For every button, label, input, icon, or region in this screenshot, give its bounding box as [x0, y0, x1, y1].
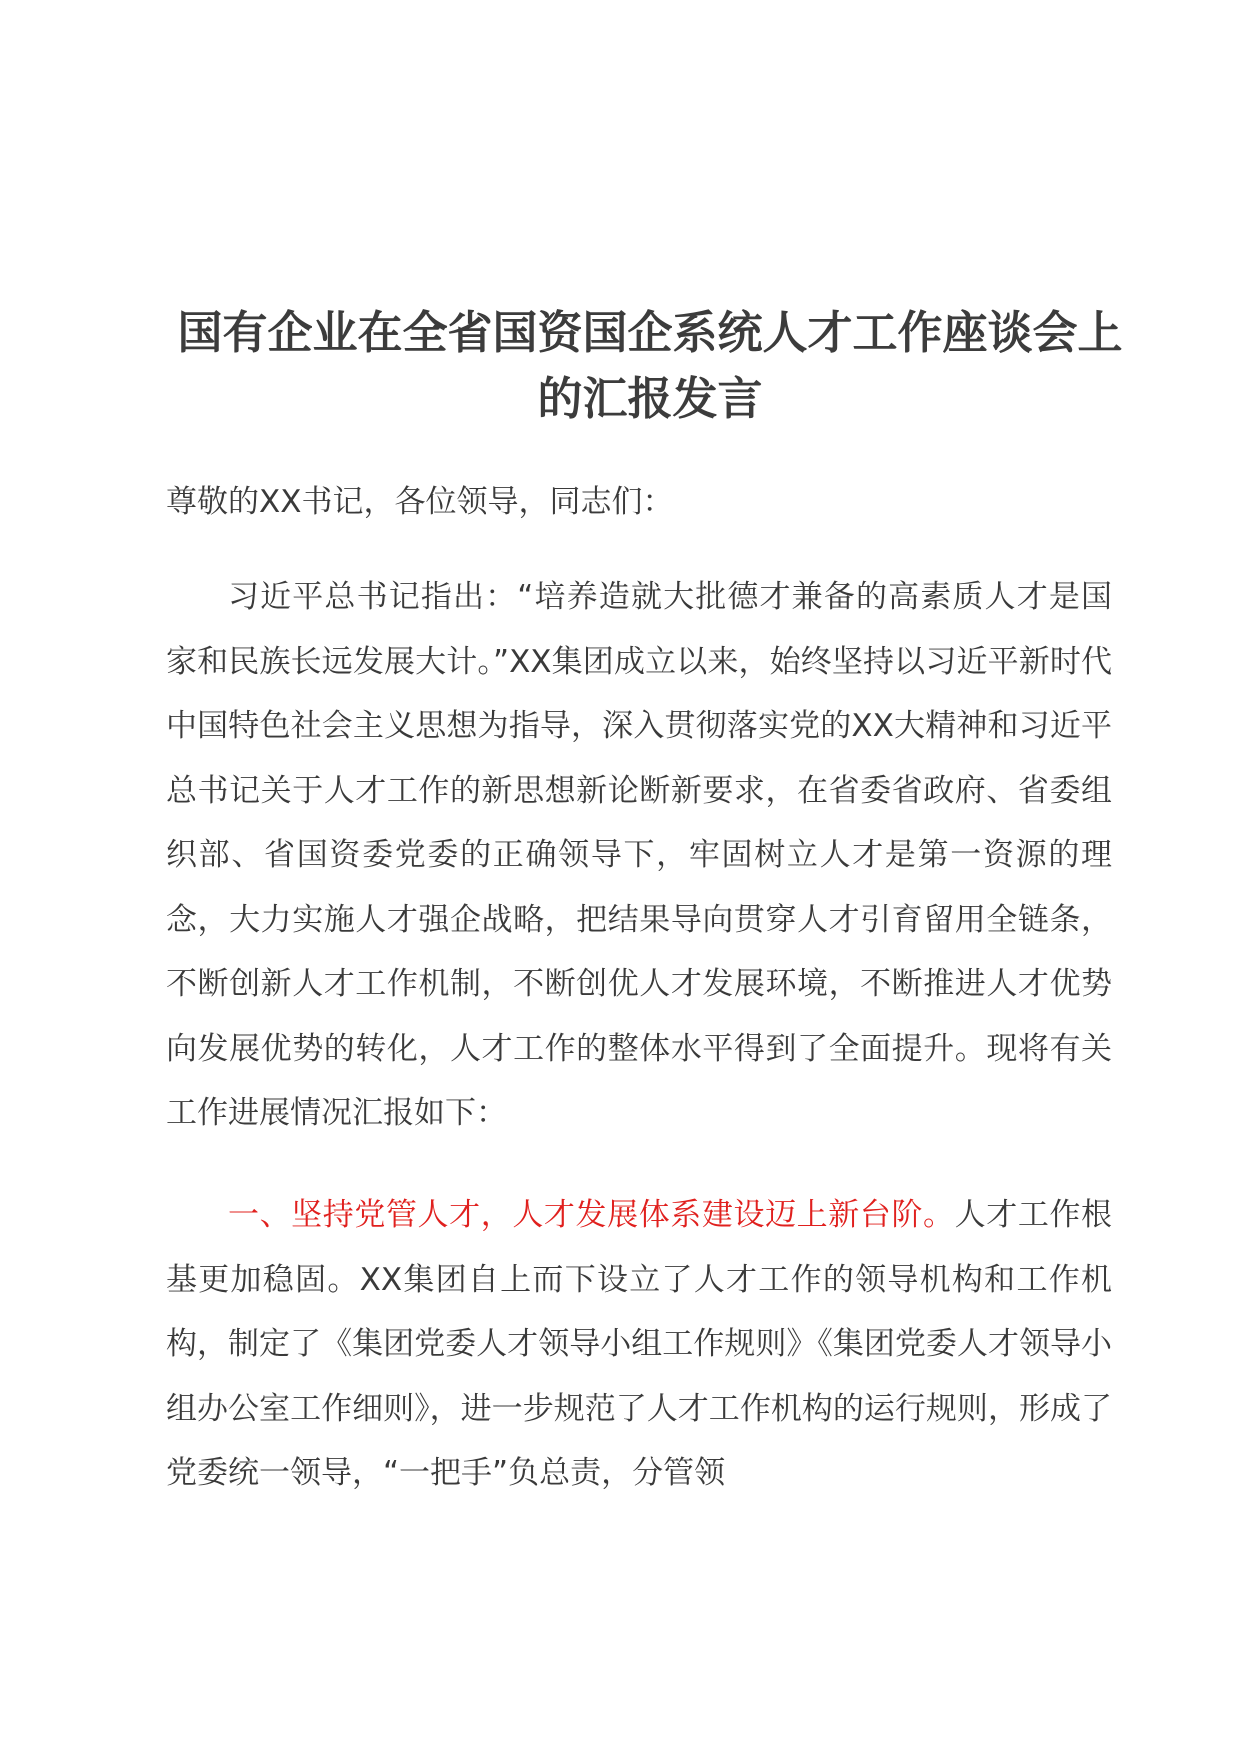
- section-1-paragraph: [166, 1183, 1112, 1506]
- section-1-body: 人才工作根基更加稳固。XX集团自上而下设立了人才工作的领导机构和工作机构，制定了《集团党委人才领导小组工作规则》《集团党委人才领导小组办公室工作细则》，进一步规范了人才工作机构的运行规则，形成了党委统一领导，“一把手”负总责，分管领: [166, 1197, 1113, 1491]
- intro-paragraph: 习近平总书记指出：“培养造就大批德才兼备的高素质人才是国家和民族长远发展大计。”XX集团成立以来，始终坚持以习近平新时代中国特色社会主义思想为指导，深入贯彻落实党的XX大精神和习近平总书记关于人才工作的新思想新论断新要求，在省委省政府、省委组织部、省国资委党委的正确领导下，牢固树立人才是第一资源的理念，大力实施人才强企战略，把结果导向贯穿人才引育留用全链条，不断创新人才工作机制，不断创优人才发展环境，不断推进人才优势向发展优势的转化，人才工作的整体水平得到了全面提升。现将有关工作进展情况汇报如下：: [166, 579, 1112, 1131]
- section-1-heading: 一、坚持党管人才，人才发展体系建设迈上新台阶。: [228, 1197, 955, 1233]
- salutation: 尊敬的XX书记，各位领导，同志们：: [166, 484, 674, 520]
- document-title: 国有企业在全省国资国企系统人才工作座谈会上的汇报发言: [177, 306, 1123, 425]
